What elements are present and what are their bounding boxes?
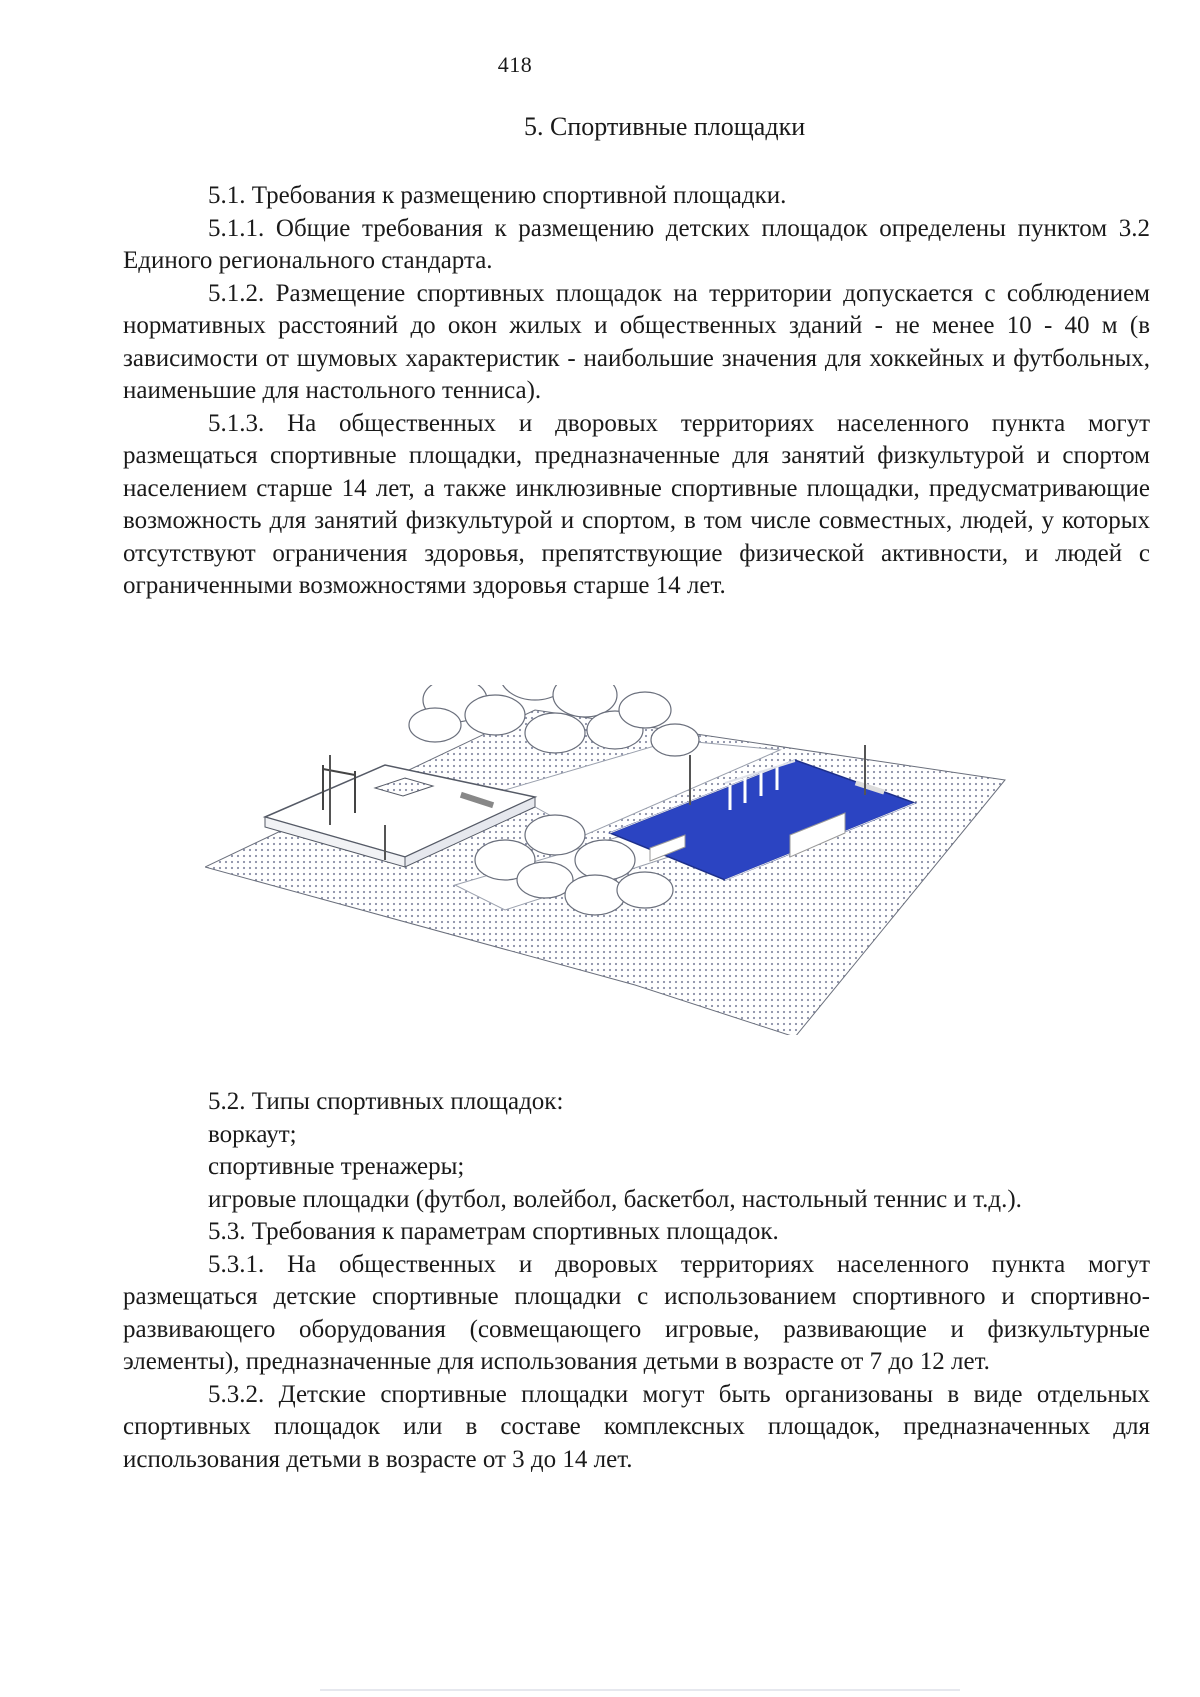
text-block-top [123, 180, 1150, 603]
paragraph-5-2: 5.2. Типы спортивных площадок: [208, 1088, 564, 1115]
scan-edge-line [320, 1689, 960, 1691]
tree-cluster-top [409, 685, 699, 756]
list-item-game-grounds: игровые площадки (футбол, волейбол, баскетбол, настольный теннис и т.д.). [208, 1185, 1022, 1213]
section-title: 5. Спортивные площадки [524, 112, 806, 141]
paragraph-5-1-2: 5.1.2. Размещение спортивных площадок на территории допускается с соблюдением нормативных расстояний до окон жилых и общественных зданий - не менее 10 - 40 м (в зависимости от шумовых характеристик - наибольшие значения для хоккейных и футбольных, наименьшие для настольного тенниса). [123, 279, 1150, 404]
sports-ground-illustration [205, 685, 1090, 1035]
paragraph-5-1-1: 5.1.1. Общие требования к размещению детских площадок определены пунктом 3.2 Единого регионального стандарта. [123, 214, 1150, 274]
page-number: 418 [497, 52, 533, 77]
list-item-trainers: спортивные тренажеры; [208, 1153, 465, 1180]
paragraph-5-1-3: 5.1.3. На общественных и дворовых территориях населенного пункта могут размещаться спортивные площадки, предназначенные для занятий физкультурой и спортом населением старше 14 лет, а также инклюзивные спортивные площадки, предусматривающие возможность для занятий физкультурой и спортом, в том числе совместных, людей, у которых отсутствуют ограничения здоровья, препятствующие физической активности, и людей с ограниченными возможностями здоровья старше 14 лет. [123, 409, 1150, 599]
swing-bar [323, 769, 355, 775]
paragraph-5-3: 5.3. Требования к параметрам спортивных площадок. [208, 1218, 779, 1245]
isometric-site-drawing [205, 685, 1090, 1035]
paragraph-5-3-1: 5.3.1. На общественных и дворовых территориях населенного пункта могут размещаться детские спортивные площадки с использованием спортивного и спортивно-развивающего оборудования (совмещающего игровые, развивающие и физкультурные элементы), предназначенные для использования детьми в возрасте от 7 до 12 лет. [123, 1250, 1150, 1375]
paragraph-5-3-2: 5.3.2. Детские спортивные площадки могут быть организованы в виде отдельных спортивных площадок или в составе комплексных площадок, предназначенных для использования детьми в возрасте от 3 до 14 лет. [123, 1380, 1150, 1473]
text-block-bottom [123, 1086, 1150, 1476]
list-item-workout: воркаут; [208, 1120, 297, 1148]
paragraph-5-1: 5.1. Требования к размещению спортивной площадки. [208, 182, 787, 209]
